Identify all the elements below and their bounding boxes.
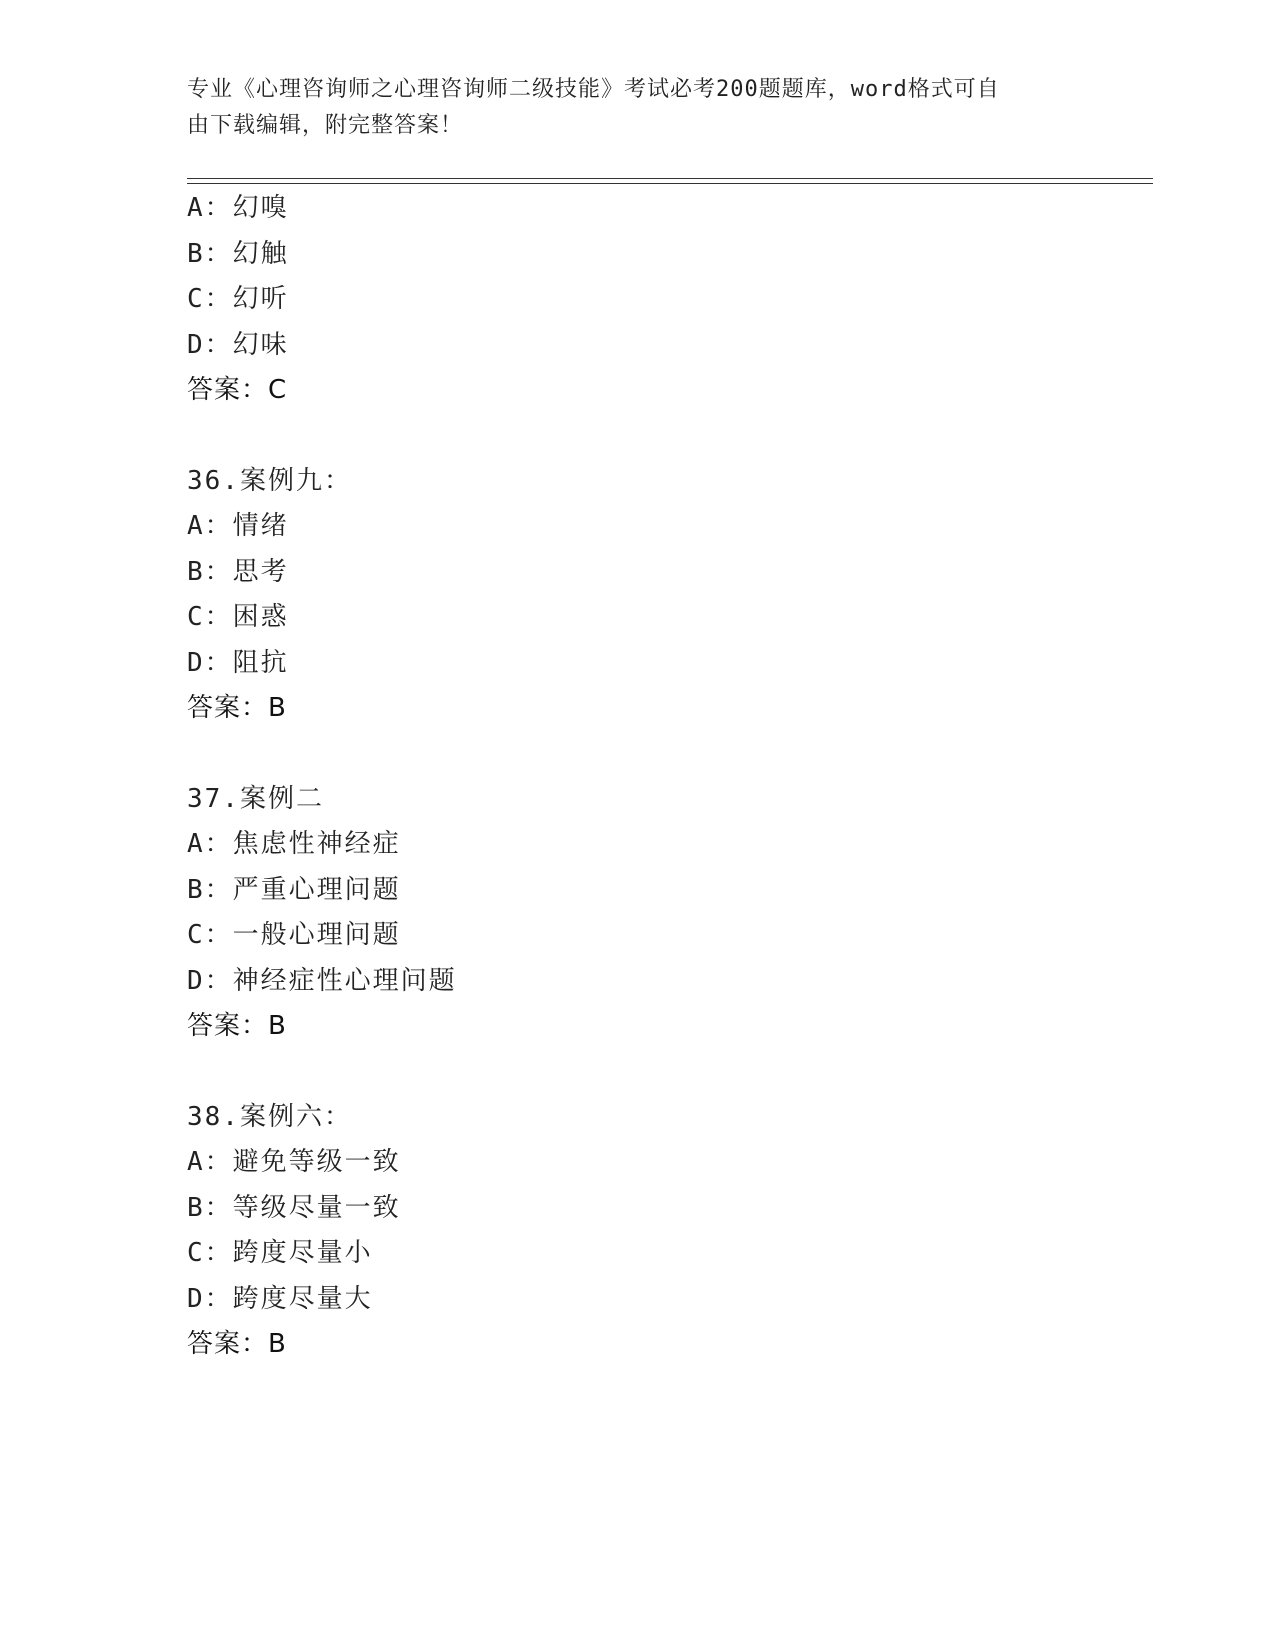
question-item — [187, 186, 1087, 414]
answer-line: 答案：B — [187, 1011, 287, 1041]
option-b: B：幻触 — [187, 238, 289, 269]
question-item — [187, 777, 1087, 1050]
option-c: C：困惑 — [187, 602, 289, 632]
option-a: A：焦虑性神经症 — [187, 829, 401, 859]
option-b: B：严重心理问题 — [187, 874, 401, 905]
question-item — [187, 1095, 1087, 1368]
answer-line: 答案：C — [187, 375, 288, 405]
question-title: 38.案例六： — [187, 1101, 352, 1132]
option-b: B：等级尽量一致 — [187, 1192, 401, 1223]
answer-line: 答案：B — [187, 693, 287, 723]
option-a: A：避免等级一致 — [187, 1147, 401, 1177]
question-title: 37.案例二 — [187, 783, 324, 814]
question-list — [187, 186, 1087, 1413]
answer-line: 答案：B — [187, 1329, 287, 1359]
option-d: D：幻味 — [187, 329, 289, 360]
option-b: B：思考 — [187, 556, 289, 587]
option-d: D：神经症性心理问题 — [187, 965, 457, 996]
option-c: C：一般心理问题 — [187, 920, 401, 950]
question-title: 36.案例九： — [187, 465, 352, 496]
document-header — [187, 72, 1067, 144]
option-a: A：情绪 — [187, 511, 289, 541]
option-d: D：跨度尽量大 — [187, 1283, 373, 1314]
question-item — [187, 459, 1087, 732]
option-c: C：跨度尽量小 — [187, 1238, 373, 1268]
option-d: D：阻抗 — [187, 647, 289, 678]
option-c: C：幻听 — [187, 284, 289, 314]
option-a: A：幻嗅 — [187, 193, 289, 223]
header-line-1: 专业《心理咨询师之心理咨询师二级技能》考试必考200题题库，word格式可自 — [187, 77, 1000, 102]
header-divider — [187, 178, 1153, 184]
header-line-2: 由下载编辑，附完整答案！ — [187, 113, 464, 138]
